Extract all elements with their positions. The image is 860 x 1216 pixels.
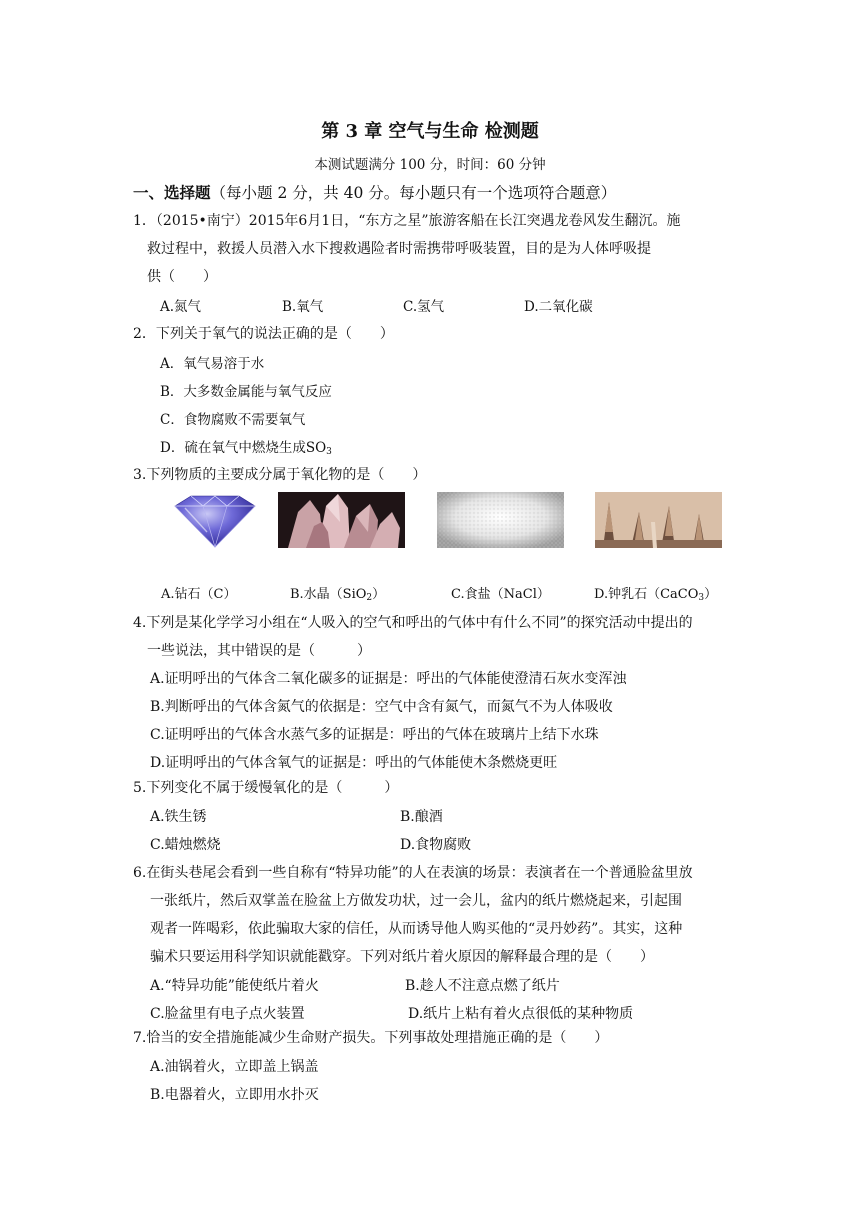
q1-option-a: A.氮气 <box>160 299 202 315</box>
q1-line2: 救过程中，救援人员潜入水下搜救遇险者时需携带呼吸装置，目的是为人体呼吸提 <box>147 241 651 257</box>
q2-option-d <box>160 436 332 457</box>
q1-option-b: B.氧气 <box>282 299 324 315</box>
q4-line1: 4.下列是某化学学习小组在“人吸入的空气和呼出的气体中有什么不同”的探究活动中提出的 <box>133 615 693 631</box>
q4-option-c: C.证明呼出的气体含水蒸气多的证据是：呼出的气体在玻璃片上结下水珠 <box>150 727 599 743</box>
q2-option-b: B．大多数金属能与氧气反应 <box>160 384 332 400</box>
q6-option-c: C.脸盆里有电子点火装置 <box>150 1006 305 1022</box>
q2-stem: 2．下列关于氧气的说法正确的是（ ） <box>133 326 394 342</box>
section-heading <box>133 181 616 203</box>
q4-option-d: D.证明呼出的气体含氧气的证据是：呼出的气体能使木条燃烧更旺 <box>150 755 558 771</box>
q5-option-b: B.酿酒 <box>400 809 443 825</box>
q6-line4: 骗术只要运用科学知识就能戳穿。下列对纸片着火原因的解释最合理的是（ ） <box>150 949 654 965</box>
q7-option-b: B.电器着火，立即用水扑灭 <box>150 1087 319 1103</box>
q5-option-a: A.铁生锈 <box>150 809 207 825</box>
q7-option-a: A.油锅着火，立即盖上锅盖 <box>150 1059 319 1075</box>
section-note: （每小题 2 分，共 40 分。每小题只有一个选项符合题意） <box>210 184 617 202</box>
q6-line3: 观者一阵喝彩，依此骗取大家的信任，从而诱导他人购买他的“灵丹妙药”。其实，这种 <box>150 921 683 937</box>
q6-option-d: D.纸片上粘有着火点很低的某种物质 <box>408 1006 634 1022</box>
q6-line1: 6.在街头巷尾会看到一些自称有“特异功能”的人在表演的场景：表演者在一个普通脸盆里放 <box>133 865 693 881</box>
q1-option-d: D.二氧化碳 <box>524 299 593 315</box>
q5-option-c: C.蜡烛燃烧 <box>150 837 221 853</box>
diamond-image <box>151 492 278 548</box>
quartz-crystal-image <box>278 492 405 548</box>
q3-caption-b <box>290 583 385 603</box>
q3-caption-d-text: D.钟乳石（CaCO <box>594 587 699 602</box>
q7-stem: 7.恰当的安全措施能减少生命财产损失。下列事故处理措施正确的是（ ） <box>133 1030 609 1046</box>
q3-caption-b-subscript: 2 <box>366 593 373 603</box>
q3-caption-b-tail: ） <box>372 587 386 602</box>
q5-stem: 5.下列变化不属于缓慢氧化的是（ ） <box>133 780 399 796</box>
q1-option-c: C.氢气 <box>403 299 445 315</box>
exam-info: 本测试题满分 100 分，时间：60 分钟 <box>314 157 546 173</box>
q3-caption-c: C.食盐（NaCl） <box>451 587 550 602</box>
q4-option-a: A.证明呼出的气体含二氧化碳多的证据是：呼出的气体能使澄清石灰水变浑浊 <box>150 671 627 687</box>
q3-caption-d-subscript: 3 <box>698 593 705 603</box>
stalactite-image <box>595 492 722 548</box>
q6-line2: 一张纸片，然后双掌盖在脸盆上方做发功状，过一会儿，盆内的纸片燃烧起来，引起围 <box>150 893 682 909</box>
q1-line3: 供（ ） <box>147 269 217 285</box>
q6-option-b: B.趁人不注意点燃了纸片 <box>405 978 560 994</box>
q3-caption-a: A.钻石（C） <box>161 587 237 602</box>
q4-line2: 一些说法，其中错误的是（ ） <box>147 643 371 659</box>
q3-caption-b-text: B.水晶（SiO <box>290 587 367 602</box>
q2-option-d-text: D．硫在氧气中燃烧生成SO <box>160 440 327 456</box>
q6-option-a: A.“特异功能”能使纸片着火 <box>150 978 319 994</box>
page-title: 第 3 章 空气与生命 检测题 <box>321 121 539 142</box>
q2-option-d-subscript: 3 <box>326 447 332 457</box>
q3-stem: 3.下列物质的主要成分属于氧化物的是（ ） <box>133 467 427 483</box>
q2-option-c: C．食物腐败不需要氧气 <box>160 412 306 428</box>
q4-option-b: B.判断呼出的气体含氮气的依据是：空气中含有氮气，而氮气不为人体吸收 <box>150 699 613 715</box>
section-title: 一、选择题 <box>133 183 211 202</box>
q3-caption-d <box>594 583 717 603</box>
q3-caption-d-tail: ） <box>704 587 718 602</box>
q2-option-a: A．氧气易溶于水 <box>160 356 265 372</box>
q1-line1: 1．（2015•南宁）2015年6月1日，“东方之星”旅游客船在长江突遇龙卷风发生翻沉。施 <box>133 213 681 229</box>
salt-image <box>437 492 564 548</box>
q5-option-d: D.食物腐败 <box>400 837 472 853</box>
